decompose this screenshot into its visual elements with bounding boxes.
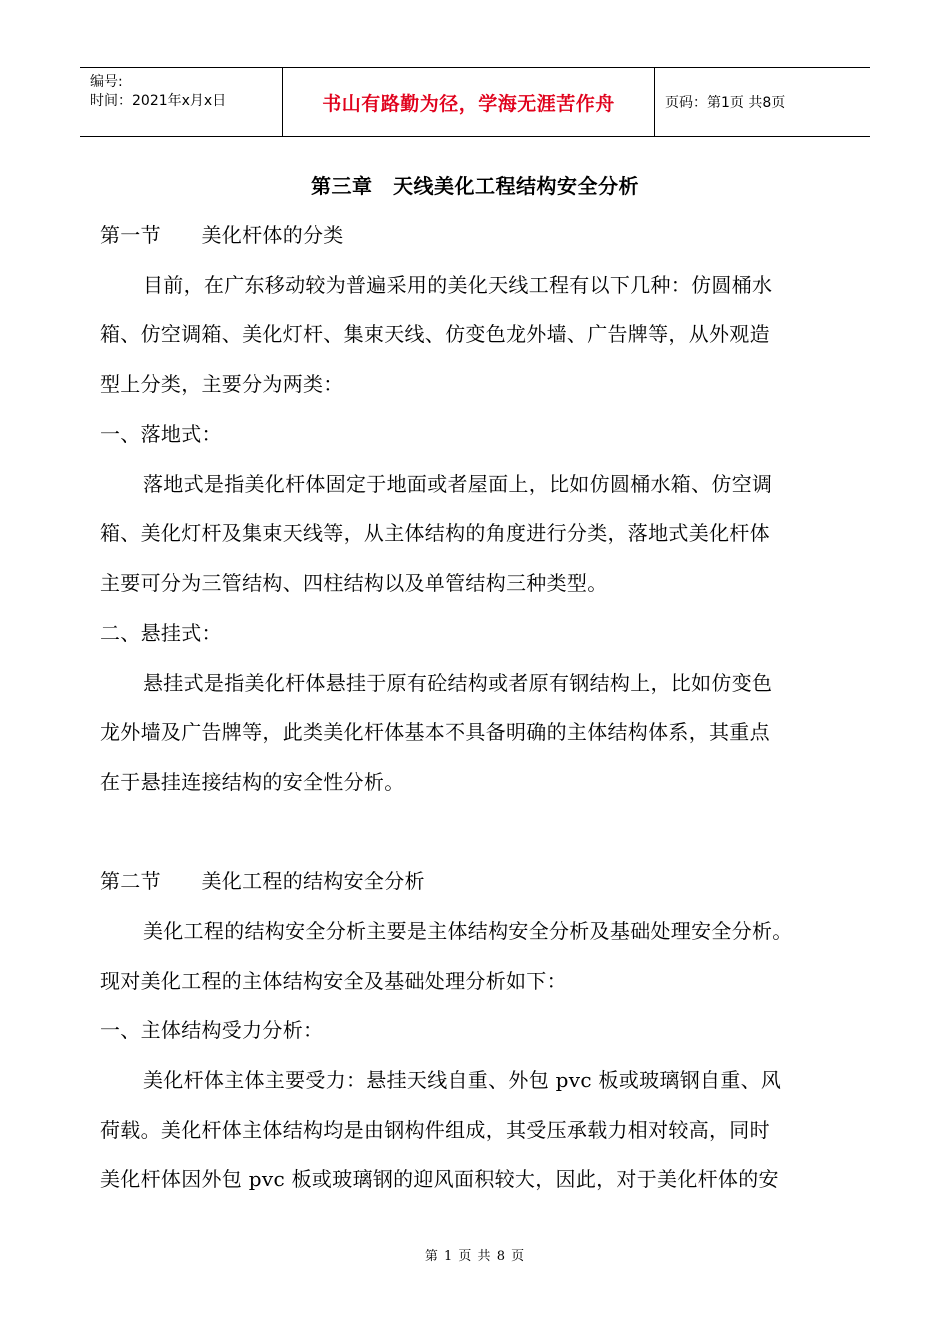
para1-line3: 型上分类，主要分为两类： [100, 372, 344, 396]
item1-heading: 一、落地式： [100, 422, 222, 446]
para1-line2: 箱、仿空调箱、美化灯杆、集束天线、仿变色龙外墙、广告牌等，从外观造 [100, 322, 770, 346]
para3-line1: 悬挂式是指美化杆体悬挂于原有砼结构或者原有钢结构上，比如仿变色 [143, 671, 773, 695]
chapter-title: 第三章 天线美化工程结构安全分析 [311, 174, 639, 198]
para2-line3: 主要可分为三管结构、四柱结构以及单管结构三种类型。 [100, 571, 608, 595]
doc-time-label: 时间：2021年x月x日 [90, 93, 227, 109]
para5-line2: 荷载。美化杆体主体结构均是由钢构件组成，其受压承载力相对较高，同时 [100, 1118, 770, 1142]
para2-line1: 落地式是指美化杆体固定于地面或者屋面上，比如仿圆桶水箱、仿空调 [143, 472, 773, 496]
page-footer: 第 1 页 共 8 页 [424, 1249, 526, 1264]
para4-line1: 美化工程的结构安全分析主要是主体结构安全分析及基础处理安全分析。 [143, 919, 793, 943]
para4-line2: 现对美化工程的主体结构安全及基础处理分析如下： [100, 969, 567, 993]
doc-number-label: 编号: [90, 74, 123, 90]
para3-line3: 在于悬挂连接结构的安全性分析。 [100, 770, 405, 794]
para5-line1: 美化杆体主体主要受力：悬挂天线自重、外包 pvc 板或玻璃钢自重、风 [143, 1068, 782, 1092]
para2-line2: 箱、美化灯杆及集束天线等，从主体结构的角度进行分类，落地式美化杆体 [100, 521, 770, 545]
header-meta-cell [80, 68, 283, 136]
para3-line2: 龙外墙及广告牌等，此类美化杆体基本不具备明确的主体结构体系，其重点 [100, 720, 770, 744]
header-page-info: 页码：第1页 共8页 [665, 95, 786, 111]
section2-heading: 第二节 美化工程的结构安全分析 [100, 869, 425, 893]
para5-line3: 美化杆体因外包 pvc 板或玻璃钢的迎风面积较大，因此，对于美化杆体的安 [100, 1167, 779, 1191]
section1-heading: 第一节 美化杆体的分类 [100, 223, 344, 247]
header-motto: 书山有路勤为径，学海无涯苦作舟 [283, 68, 655, 136]
item2-heading: 二、悬挂式： [100, 621, 222, 645]
item3-heading: 一、主体结构受力分析： [100, 1018, 324, 1042]
header-table [80, 67, 870, 137]
para1-line1: 目前，在广东移动较为普遍采用的美化天线工程有以下几种：仿圆桶水 [143, 273, 773, 297]
